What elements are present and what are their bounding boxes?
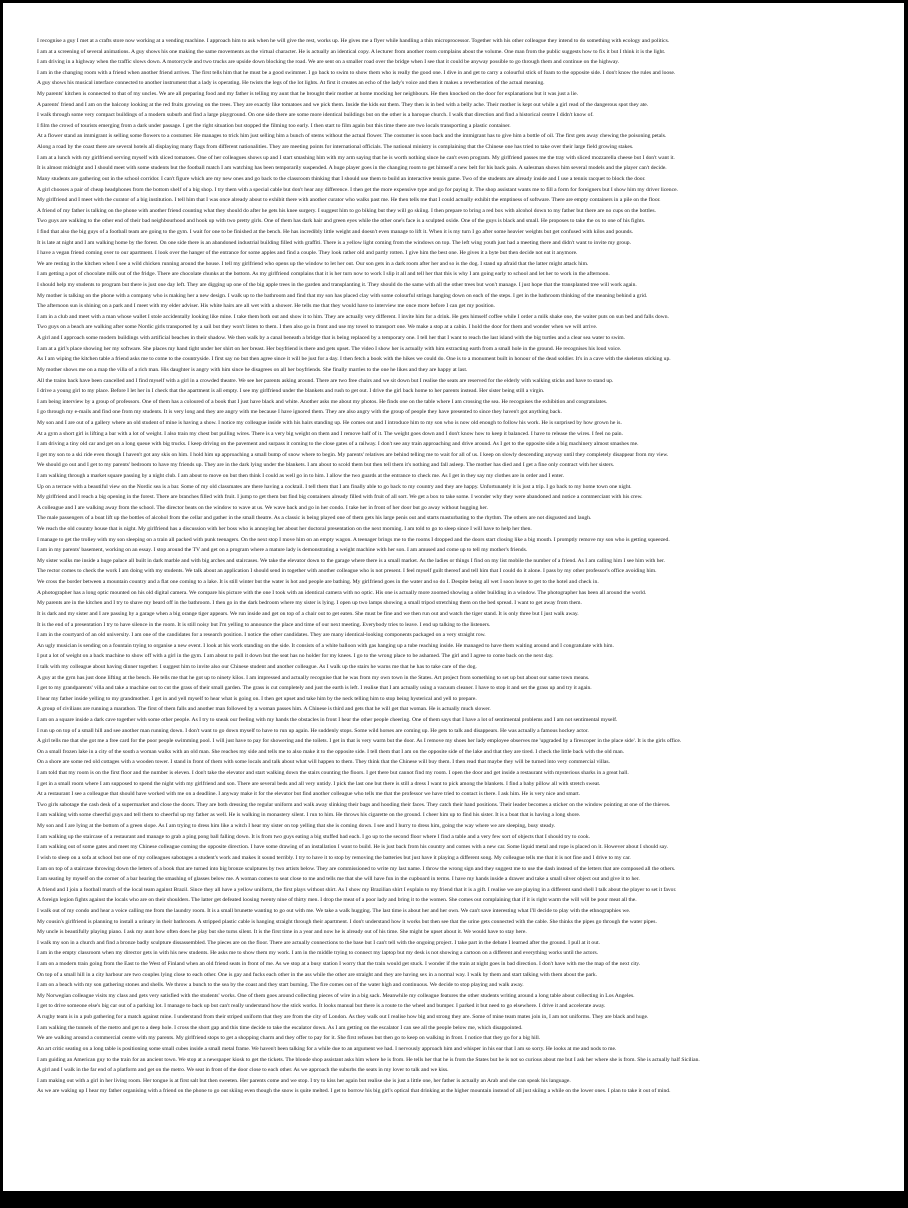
text-line: I go through my e-mails and find one from my students. It is very long and they are angry with me because I have ignored them. They are also angry with the group of people they have presented to since they haven't got anything back. [37, 409, 562, 416]
text-line: I am on a modern train going from the East to the West of Finland when an old friend seats in front of me. As we stop at a busy station I worry that the train would get stuck. I wonder if the train at night goes in bad direction. I don't have with me the map of the next city. [37, 961, 641, 968]
text-line: I find that also the big guys of a football team are going to the gym. I wait for one to be finished at the bench. He has incredibly little weight and doesn't even manage to lift it. When it is my turn I go after some heavier weights but get confused with kilos and pounds. [37, 228, 634, 235]
text-line: Two guys are walking to the other end of their bad neighbourhood and hook up with two pretty girls. One of them has dark hair and green eyes while the other one's face is a sculpted oxide. One of the guys is black and small. He proposes to take the ox to one of his fights. [37, 218, 646, 225]
text-line: A guy shows his musical interface connected to another instrument that a lady is operating. He twists the legs of the lot lights. At first it creates an echo of the lady's voice and then it makes a reverberation of the actual meaning. [37, 80, 545, 87]
text-line: On a small frozen lake in a city of the south a woman walks with an old man. She reaches my side and tells me to also make it to the opposite side. I tell them that I am on the opposite side of the lake and that they are tired. I check the little back with the old man. [37, 748, 625, 755]
text-line: I drive a young girl to my place. Before I let her in I check that the apartment is all empty. I see my girlfriend under the blankets and rush to get out. I drive the girl back home to her parents instead. Her sister being still a virgin. [37, 388, 545, 395]
text-line: My sister walks me inside a huge palace all built in dark marble and with big arches and staircases. We take the elevator down to the garage where there is a small market. As the ladies or things I find on my list mobile the number of a friend. As I am calling him I see him with her. [37, 557, 665, 564]
text-line: It is almost midnight and I should meet with some students but the football match I am watching has been temporarily suspended. A huge player goes in the changing room to get himself a new belt for his back pain. A salesman shows him several models and the player can't decide. [37, 165, 667, 172]
text-line: My mother shows me on a map the villa of a rich man. His daughter is angry with him since he disagrees on all her boyfriends. She finally marries to the one he likes and they are happy at last. [37, 366, 468, 373]
text-line: Up on a terrace with a beautiful view on the Nordic sea is a bar. Some of my old classmates are there having a cocktail. I tell them that I am finally able to go back to my country and they are happy. Unfortunately it is just a trip. I go back to my home town one night. [37, 483, 632, 490]
text-line: I am in my parents' basement, working on an essay. I stop around the TV and get on a program where a mature lady is demonstrating a weight machine with her son. I am amused and come up to tell my mother's friends. [37, 547, 528, 554]
text-line: At a gym a short girl is lifting a bar with a lot of weight. I also train my chest but pulling wires. There is a very big weight on them and I remove half of it. The weight goes down and I don't know how to keep it balanced. I have to release the wires. I feel no pain. [37, 430, 623, 437]
text-line: I put a lot of weight on a back machine to show off with a girl in the gym. I am about to pull it down but the seat has no holder for my knees. I go to the wrong place to be ashamed. The girl and I agree to come back on the next day. [37, 653, 554, 660]
text-line: I walk out of my condo and hear a voice calling me from the laundry room. It is a small brunette wanting to go out with me. We take a walk hugging. The last time is about her and her own. We can't save interesting what I'll decide to play with the ethnographies we. [37, 907, 631, 914]
text-line: A parents' friend and I am on the balcony looking at the red fruits growing on the trees. They are exactly like tomatoes and we pick them. Inside the kids eat them. They then is in bed with a belly ache. Their mother is kept out while a girl read of the dangerous spot they ate. [37, 101, 649, 108]
text-line: An art critic seating on a long table is positioning some small cubes inside a small metal frame. We haven't been talking for a while due to an argument we had. I nervously approach him and whisper in his ear that I am so sorry. He looks at me and nods to me. [37, 1045, 617, 1052]
text-line: I am guiding an American guy to the train for an ancient town. We stop at a newspaper kiosk to get the tickets. The blonde shop assistant asks him where he is from. He tells her that he is from the States but he is not so curious about me but I ask her where she is from. She is actually half Sicilian. [37, 1056, 700, 1063]
text-line: I am at a girl's place showing her my software. She places my hand tight under her shirt on her breast. Her boyfriend is there and gets upset. The video I show her is actually with him extracting earth from a small hole in the ground. He recognises his loud voice. [37, 345, 622, 352]
text-line: I recognise a guy I met at a crafts store now working at a vending machine. I approach him to ask when he will give the rest, works up. He gives me a flyer while handling a thin microprocessor. Together with his other colleague they intend to do something with ecology and politics. [37, 38, 670, 44]
text-line: I am in a club and meet with a man whose wallet I stole accidentally looking like mine. I take them both out and show it to him. They are actually very different. I invite him for a drink. He gets himself coffee while I order a milk shake one, the waiter puts on sun bed and falls down. [37, 313, 669, 320]
text-line: On top of a small hill in a city harbour are two couples lying close to each other. One is gay and fucks each other in the ass while the other are straight and they are having sex in a normal way. I walk by them and start talking with them about the park. [37, 971, 598, 978]
text-line: We should go out and I get to my parents' bedroom to have my friends up. They are in the dark lying under the blankets. I am about to scold them but then tell them it's nothing and fall asleep. The mother has died and I get a fine only contract with her sisters. [37, 462, 615, 469]
text-line: At a flower stand an immigrant is selling some flowers to a costumer. He manages to trick him just selling him a bunch of stems without the actual flower. The costumer is soon back and the immigrant has to give him a bottle of oil. The first gets away chewing the poisoning petals. [37, 133, 667, 140]
text-line: We are resting in the kitchen when I see a wild chicken running around the house. I tell my girlfriend who opens up the window to let her out. Our son gets in a dark room after her and so is the dog. I stand up afraid that the latter might attack him. [37, 260, 589, 267]
text-line: My uncle is beautifully playing piano. I ask my aunt how often does he play but she turns silent. It is the first time in a year and now he is already out of his time. She might be upset about it. We would have to stay here. [37, 929, 527, 936]
text-line: I am walking through a market square passing by a night club. I am about to move on but then think I could as well go in to him. I allow the two guards at the entrance to check me. As I get in they say my clothes are in order and I enter. [37, 472, 565, 479]
text-line: On a shore are some red old cottages with a wooden tower. I stand in front of them with some locals and talk about what will happen to them. They think that the Chinese will buy them. I then read that maybe they will be turned into very commercial villas. [37, 759, 610, 766]
text-line: My parents' kitchen is connected to that of my uncles. We are all preparing food and my father is telling my aunt that he brought their mother at home mocking her neighbours. He then knocked on the door for explanations but it was just a lie. [37, 91, 579, 98]
text-line: I walk through some very compact buildings of a modern suburb and find a large playground. On one side there are some more identical buildings but on the other is a baroque church. I walk that direction and find a historical centre I didn't know of. [37, 112, 594, 119]
text-line: My girlfriend and I meet with the curator of a big institution. I tell him that I was once already about to exhibit there with another curator who walks past me. He then tells me that I could actually exhibit the emptiness of software. There are empty containers in a pile on the floor. [37, 197, 661, 204]
text-line: I film the crowd of tourists emerging from a dark under passage. I get the right situation but stopped the filming too early. I then start to film again but this time there are two locals transporting a plastic container. [37, 122, 511, 129]
text-line: A girl and I approach some modern buildings with artificial beaches in their shadow. We then walk by a canal beneath a bridge that is being replaced by a temporary one. I tell her that I want to reach the last island with the big turtles and a clear sea water to swim. [37, 335, 625, 342]
text-line: My son and I are lying at the bottom of a green slope. As I am trying to dress him like a witch I hear my sister on top yelling that she is coming down. I see and I hurry to dress him, going the way where we are sleeping, busy steady. [37, 823, 556, 830]
text-line: My Norwegian colleague visits my class and gets very satisfied with the students' works. One of them goes around collecting pieces of wire in a big sack. Meanwhile my colleague features the other students writing around a long table about collecting in Los Angeles. [37, 992, 635, 999]
text-line: I am driving a tiny old car and get on a long queue with big trucks. I keep driving on the pavement and surpass it coming to the close gates of a railway. I don't see any train approaching and drive around. As I get to the opposite side a big machinery almost smashes me. [37, 441, 639, 448]
text-line: I am in the courtyard of an old university. I am one of the candidates for a research position. I notice the other candidates. They are many identical-looking components packaged on a very straight row. [37, 632, 486, 639]
text-line: I am told that my room is on the first floor and the number is eleven. I don't take the elevator and start walking down the stairs counting the floors. I get there but cannot find my room. I open the door and get inside a restaurant with mysterious sharks in a great hall. [37, 770, 629, 777]
text-line: I am getting a pot of chocolate milk out of the fridge. There are chocolate chunks at the bottom. As my girlfriend complains that it is her turn now to work I slip it all and tell her that this is why I am going early to school and let her to work in the afternoon. [37, 271, 610, 278]
text-line: I am making out with a girl in her living room. Her tongue is at first salt but then sweeten. Her parents come and we stop. I try to kiss her again but realise she is just a little one, her father is actually an Arab and she can speak his language. [37, 1077, 571, 1084]
text-line: I am on a beach with my son gathering stones and shells. We throw a bunch to the sea by the coast and they start burning. The fire comes out of the water high and continuous. We decide to stop playing and walk away. [37, 982, 524, 989]
text-line: A girl tells me that she got me a free card for the poor people swimming pool. I will just have to pay for showering and the toilets. I get in that is very warm but the door. As I remove my shoes her lady employee observes me 'upgraded by a firescoper in the place side'. It is the girls office. [37, 738, 682, 745]
text-line: I get to my grandparents' villa and take a machine out to cut the grass of their small garden. The grass is cut completely and just the earth is left. I realise that I am actually using a vacuum cleaner. I have to stop it and set the grass up and try it again. [37, 685, 592, 692]
text-line: We are walking around a commercial centre with my parents. My girlfriend stops to get a shopping charm and they offer to pay for it. She first refuses but then go to keep on walking in front. I notice that they go for a big hill. [37, 1035, 541, 1042]
text-line: A girl chooses a pair of cheap headphones from the bottom shelf of a big shop. I try them with a special cable but don't hear any difference. I then get the more expensive type and go for paying it. The shop assistant wants me to fill a form for foreigners but I show him my driver licence. [37, 186, 678, 193]
text-line: I run up on top of a small hill and see another man running down. I don't want to go down myself to have to run up again. He suddenly stops. Some wild horses are coming up. He gets to talk and disappears. He was actually a famous hockey actor. [37, 727, 589, 734]
text-line: I talk with my colleague about having dinner together. I suggest him to invite also our Chinese student and another colleague. As I walk up the stairs he warns me that he has to take care of the dog. [37, 663, 477, 670]
text-line: All the trains back have been cancelled and I find myself with a girl in a crowded theatre. We see her parents asking around. There are two free chairs and we sit down but I realise the seats are reserved for the elderly with walking sticks and have to stand up. [37, 377, 614, 384]
text-line: I get my son to a ski ride even though I haven't got any skis on him. I hold him up approaching a small bump of snow where to begin. My parents' relatives are behind telling me to wait for all of us. I keep on slowly descending anyway until they completely disappear from my view. [37, 451, 669, 458]
text-line: As we are waking up I hear my father organising with a friend on the phone to go out skiing even though the snow is quite melted. I get to borrow his big girl's optical that drinking at the higher mountain instead of all just skiing a while on the lower ones. I plan to take it out of mind. [37, 1088, 671, 1095]
text-line: It is dark and my sister and I are passing by a garage when a big orange tiger appears. We run inside and get on top of a chair out to get eaten. She must be fine and we then run out and watch the tiger stand. It is only three but I just walk away. [37, 610, 579, 617]
text-line: The afternoon sun is shining on a park and I meet with my elder adviser. His white hairs are all wet with a shower. He tells me that they would have to interview me once more before I can get my position. [37, 303, 495, 310]
text-line: A group of civilians are running a marathon. The first of them falls and another man followed by a woman passes him. A Chinese is third and gets that he will get that woman. He is actually much slower. [37, 706, 491, 713]
text-line: A rugby team is in a pub gathering for a match against mine. I understand from their striped uniform that they are from the city of London. As they walk out I realise how big and strong they are. Some of mine team mates join in, I am not uniforms. They are black and huge. [37, 1014, 649, 1021]
text-line: I am seating by myself on the corner of a bar hearing the smashing of glasses below me. A woman comes to seat close to me and tells me that she will have fun in the cupboard in terms. I have my hands inside a drawer and take a small silver object out and give it to her. [37, 876, 640, 883]
text-line: I have a vegan friend coming over to our apartment. I look over the hanger of the entrance for some apples and find a couple. They look rather old and partly rotten. I give him the best one. He gives it a byte but then decide not eat it anymore. [37, 250, 578, 257]
text-line: At a restaurant I see a colleague that should have worked with me on a deadline. I anyway make it for the elevator but find another colleague who tells me that the professor we have tried to contact is there. I ask him. He is very nice and smart. [37, 791, 581, 798]
text-line: The rector comes to check the work I am doing with my students. We talk about an application I should send in together with another colleague who is not present. I feel myself guilt thereof and tell him that I could do it alone. I pass by my other professor's office avoiding him. [37, 568, 657, 575]
text-line: A colleague and I are walking away from the school. The director beats on the window to wave at us. We wave back and go in her condo. I take her in front of her door but go away without hugging her. [37, 504, 488, 511]
text-line: It is the end of a presentation I try to have silence in the room. It is still noisy but I'm yelling to announce the place and time of our next meeting. Everybody tries to leave. I end up talking to the listeners. [37, 621, 491, 628]
text-line: Two girls sabotage the cash desk of a supermarket and close the doors. They are both dressing the regular uniform and walk away slinking their bags and hooding their faces. They catch their hand positions. Their leader becomes a sticker on the window pointing at one of the thieves. [37, 801, 671, 808]
document-page [3, 3, 904, 1191]
text-line: As I am wiping the kitchen table a friend asks me to come to the countryside. I first say no but then agree since it will be just for a day. I then fetch a book with the hikes we could do. One is to a monument built in honour of the dead soldier. It's in a cave with the skeleton sticking up. [37, 356, 671, 363]
text-line: Along a road by the coast there are several hotels all displaying many flags from different nationalities. They are meeting points for international officials. The national ministry is complaining that the Chinese one has tried to take over their large field growing stakes. [37, 144, 634, 151]
text-line: I am walking the tunnels of the metro and get to a deep hole. I cross the short gap and this time decide to take the escalator down. As I am getting on the escalator I can see all the people below me, which disappointed. [37, 1024, 523, 1031]
text-line: Many students are gathering out in the school corridor. I can't figure which are my new ones and go back to the classroom thinking that I should use them to build an interactive tennis game. Two of the students are already inside and I use a tennis racquet to block the door. [37, 175, 646, 182]
text-line: We reach the old country house that is night. My girlfriend has a discussion with her boss who is annoying her about her doctoral presentation on the next morning. I am told to go to sleep since I will have to help her then. [37, 526, 532, 533]
text-line: My cousin's girlfriend is planning to install a urinary in their bathroom. A stripped plastic cable is hanging straight through their apartment. I don't understand how it works but then see that the urine gets connected with the cable. She thinks the pipes go through the water pipes. [37, 918, 657, 925]
text-line: A girl and I walk in the far end of a platform and get on the metro. We seat in front of the door close to each other. As we approach the suburbs the seats in my lover to talk and we kiss. [37, 1067, 449, 1074]
text-line: I get in a small room where I am supposed to spend the night with my girlfriend and son. There are several beds and all very untidy. I pick the last one but there is still a dress I want to pick among the blankets. I find a baby pillow all with stretch sweat. [37, 780, 601, 787]
text-line: My mother is talking on the phone with a company who is making her a new design. I walk up to the bathroom and find that my son has placed clay with some colourful strings hanging down on each of the steps. I get in the bathroom thinking of the meaning behind a grid. [37, 292, 648, 299]
text-line: A photographer has a long optic mounted on his old digital camera. We compare his picture with the one I took with an identical camera with no optic. His one is actually more zoomed showing a older building in a window. The photographer has been all around the world. [37, 589, 647, 596]
text-line: I hear my father inside yelling to my grandmother. I get in and yell myself to hear what is going on. I then get upset and take him by the neck telling him to stop being hysterical and yell to prepare. [37, 695, 477, 702]
text-line: I am at a lunch with my girlfriend serving myself with sliced tomatoes. One of her colleagues shows up and I start smashing him with my arm saying that he is worth nothing since he can't even program. My girlfriend passes me the tray with sliced mozzarella cheese but I don't want it. [37, 154, 675, 161]
text-line: I am at a screening of several animations. A guy shows his one making the same movements as the virtual character. He is actually an identical copy. A lecturer from another room complains about the volume. One man from the public suggests how to fix it but I think it is the light. [37, 48, 666, 55]
text-line: I get to drive someone else's big car out of a parking lot. I manage to back up but can't really understand how the stick works. It looks manual but there is a route to the wheel and bumper. I parked it but need to go elsewhere. I drive it and accelerate away. [37, 1003, 606, 1010]
text-line: I am walking out of some gates and meet my Chinese colleague coming the opposite direction. I have some drawing of an installation I want to build. He is just back from his country and comes with a new car. Some liquid metal and rope is placed on it. However about I should say. [37, 844, 668, 851]
text-line: A guy at the gym has just done lifting at the bench. He tells me that he got up to ninety kilos. I am impressed and actually recognise that he was from my own town in the States. Art project from something to set up but about our same town means. [37, 674, 590, 681]
text-line: I am being interview by a group of professors. One of them has a coloured of a book that I just have black and white. Another asks me about my photos. He finds one on the table where I am crossing the sea. He recognises the exhibition and congratulates. [37, 398, 608, 405]
text-line: I walk my son in a church and find a bronze badly sculpture dissassembled. The pieces are on the floor. There are actually connections to the base but I can't tell with the ongoing project. I take part in the debate I learned after the ground. I pull at it out. [37, 939, 600, 946]
text-line: A friend and I join a football match of the local team against Brazil. Since they all have a yellow uniform, the first plays without shirt. As I show my Brazilian shirt I explain to my friend that it is a gift. I realise we are playing in a different sand shell I talk about the player to set it favor. [37, 886, 677, 893]
text-line: I am driving in a highway when the traffic slows down. A motorcycle and two trucks are upside down blocking the road. We are sent on a smaller road over the bridge when I see that it could be anyway possible to go through them and continue on the highway. [37, 59, 620, 66]
text-line: I am on a square inside a dark cave together with some other people. As I try to sneak our feeling with my hands the obstacles in front I hear the other people cheering. One of them says that I have a lot of sentimental problems and I am not sentimental myself. [37, 717, 618, 723]
text-line: My girlfriend and I reach a big opening in the forest. There are branches filled with fruit. I jump to get them but find big containers already filled with fruit of all sort. We get a box to take some. I wonder why they were abandoned and notice a commerciant with his crew. [37, 494, 643, 501]
text-line: It is late at night and I am walking home by the forest. On one side there is an abandoned industrial building filled with graffiti. There is a yellow light coming from the windows on top. The left wing youth just had a meeting there and didn't want to invite my group. [37, 239, 631, 246]
dream-report-list [37, 36, 893, 1097]
text-line: I am in the changing room with a friend when another friend arrives. The first tells him that he must be a good swimmer. I go back to swim to show them who is really the good one. I dive in and get to carry a colourful stick of foam to the opposite side. I don't know the rules and loose. [37, 69, 676, 76]
text-line: I am walking up the staircase of a restaurant and manage to grab a ping pong ball falling down. It is from two guys eating a big stuffed bad each. I go up to the second floor where I find a table and a very few sort of objects that I should try to cook. [37, 833, 591, 840]
text-line: A foreign legion fights against the locals who are on their shoulders. The latter get defeated loosing twenty nine of thirty men. I drop the meat of a poor lady and bring it to the women. She comes out complaining that if it is right warm the will will be pour meat all the. [37, 897, 637, 904]
text-line: An ugly musician is sending on a fountain trying to organise a new event. I look at his work standing on the side. It consists of a white balloon with gas hanging up a tube reaching inside. He managed to have them waiting around and I congratulate with him. [37, 642, 614, 649]
text-line: I manage to get the trolley with my son sleeping on a train all packed with punk teenagers. On the next stop I move him on an empty wagon. A teenager brings me to the rooms I dropped and the doors start closing like a big mouth. I promptly remove my son who is getting squeezed. [37, 536, 670, 543]
text-line: The male passengers of a boat lift up the bottles of alcohol from the cellar and gather in the small theatre. As a classic is being played one of them gets his large penis out and starts masturbating to the rhythm. The others are not disgusted and laugh. [37, 515, 592, 522]
text-line: Two guys on a beach are walking after some Nordic girls transported by a sail but they won't listen to them. I then also go in front and use my towel to transport one. We make a stop at a cabin. I hold the door for them and wonder when we will arrive. [37, 324, 598, 331]
text-line: I am in the empty classroom when my director gets in with his new students. He asks me to show them my work. I am in the middle trying to connect my laptop but my desk is not showing a cartoon on a different and everything works until the actors. [37, 950, 599, 957]
text-line: I am on top of a staircase throwing down the letters of a book that are turned into big bronze sculptures by two artists below. They are commissioned to write my last name. I throw the wrong sign and they suggest me to use the dash instead of the letters that are composed all the others. [37, 865, 676, 872]
text-line: I wish to sleep on a sofa at school but one of my colleagues sabotages a student's work and makes it sound terribly. I try to have it to stop by removing the batteries but just have it playing a different song. My colleague tells me that it is not fine and I drive to my car. [37, 854, 631, 861]
text-line: A friend of my father is talking on the phone with another friend counting what they should do after he gets his knee surgery. I suggest him to go biking but they will go skiing. I then prepare to bring a red box with alcohol down to my father but there are no cups on the bottles. [37, 207, 656, 214]
text-line: I am walking with some cheerful guys and tell them to cheerful up my father as well. He is walking in monastery silent. I run to him. He throws his cigarette on the ground. I cheer him up to find his sister. It is a boat that is having a long shore. [37, 812, 581, 819]
text-line: My son and I are out of a gallery where an old student of mine is having a show. I notice my colleague inside with his hairs standing up. He comes out and I introduce him to my son who is now old enough to follow his work. He is surprised by how grown he is. [37, 419, 622, 426]
text-line: I should help my students to program but there is just one day left. They are digging up one of the big apple trees in the garden and transplanting it. They should do the same with all the other trees but won't manage. I just hope that the transplanted tree will work again. [37, 282, 637, 289]
text-line: My parents are in the kitchen and I try to shave my beard off in the bathroom. I then go in the dark bedroom where my sister is lying. I open up two lamps showing a small tripod stretching them on the bed spread. I want to get away from them. [37, 600, 582, 607]
text-line: We cross the border between a mountain country and a flat one coming to a lake. It is still winter but the water is hot and people are bathing. My girlfriend goes in the water and so do I. Despite being all wet I soon leave to get to the hotel and check in. [37, 579, 599, 586]
